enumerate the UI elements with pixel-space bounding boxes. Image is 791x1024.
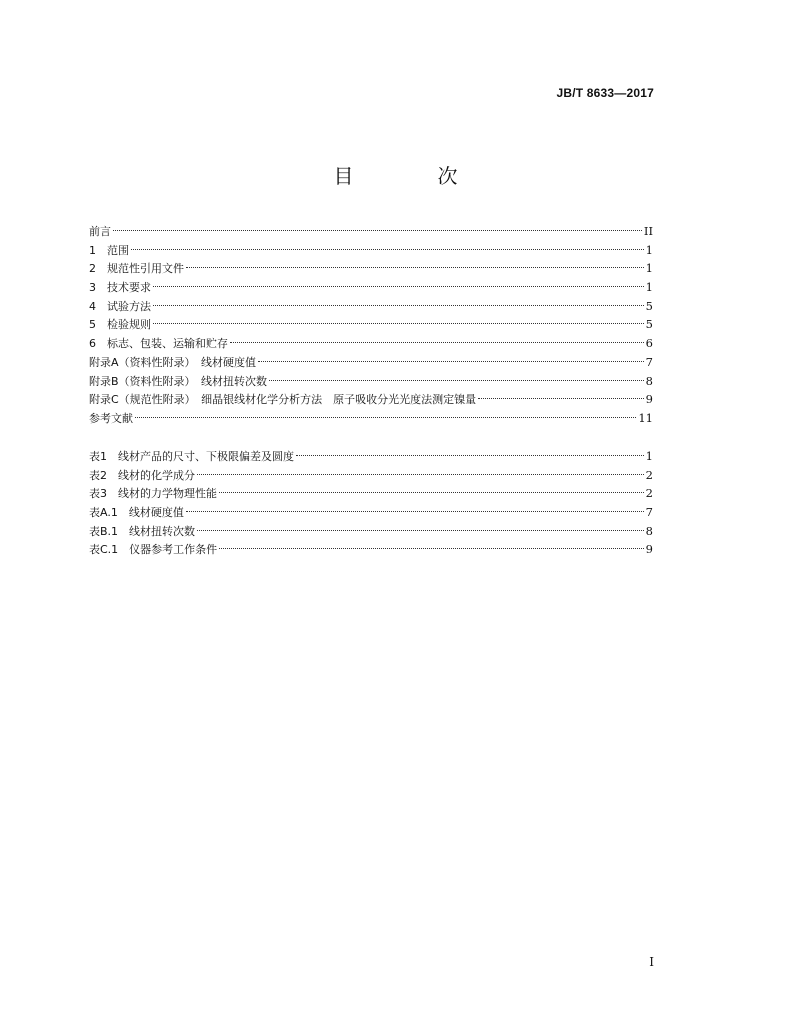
toc-label: 3 技术要求 [89,281,151,295]
table-entry-a1[interactable] [89,503,653,522]
toc-label: 参考文献 [89,411,133,425]
leader-dots [153,286,644,287]
toc-page: 5 [645,317,653,332]
toc-label: 5 检验规则 [89,318,151,332]
toc-entry-marking-packaging[interactable] [89,334,653,353]
leader-dots [219,548,643,549]
leader-dots [186,267,644,268]
toc-entry-foreword[interactable] [89,222,653,241]
toc-entry-annex-c[interactable] [89,390,653,409]
toc-label: 表3 线材的力学物理性能 [89,487,217,501]
table-entry-c1[interactable] [89,540,653,559]
leader-dots [296,455,644,456]
toc-label: 附录A（资料性附录） 线材硬度值 [89,355,257,369]
leader-dots [135,417,636,418]
toc-page: 9 [645,392,653,407]
toc-entry-test-methods[interactable] [89,297,653,316]
toc-entry-inspection-rules[interactable] [89,315,653,334]
table-entry-b1[interactable] [89,522,653,541]
toc-label: 表A.1 线材硬度值 [89,506,184,520]
toc-page: 5 [645,298,653,313]
toc-page: 9 [645,542,653,557]
toc-page: 8 [645,523,653,538]
toc-label: 2 规范性引用文件 [89,262,184,276]
toc-page: 1 [645,280,653,295]
leader-dots [153,305,644,306]
leader-dots [269,380,644,381]
table-entry-3[interactable] [89,484,653,503]
toc-label: 表B.1 线材扭转次数 [89,524,196,538]
leader-dots [230,342,644,343]
toc-page: II [643,224,653,238]
leader-dots [197,474,644,475]
toc-page: 1 [645,261,653,276]
toc-label: 表2 线材的化学成分 [89,468,195,482]
toc-entry-annex-a[interactable] [89,353,653,372]
toc-entry-bibliography[interactable] [89,409,653,428]
toc-label: 前言 [89,225,111,238]
toc-label: 6 标志、包装、运输和贮存 [89,337,228,351]
toc-page: 7 [645,354,653,369]
toc-label: 附录B（资料性附录） 线材扭转次数 [89,374,268,388]
table-entry-2[interactable] [89,466,653,485]
leader-dots [478,398,643,399]
leader-dots [153,323,644,324]
leader-dots [197,530,644,531]
page-title: 目 次 [333,164,490,188]
toc-page: 6 [645,336,653,351]
toc-entry-scope[interactable] [89,241,653,260]
table-entry-1[interactable] [89,447,653,466]
toc-entry-annex-b[interactable] [89,372,653,391]
leader-dots [219,492,644,493]
toc-label: 表C.1 仪器参考工作条件 [89,543,218,557]
toc-entry-technical-requirements[interactable] [89,278,653,297]
toc-page: 1 [645,449,653,463]
standard-code: JB/T 8633—2017 [556,86,654,100]
toc-label: 4 试验方法 [89,299,151,313]
page-number: I [649,955,654,969]
toc-page: 2 [645,486,653,501]
toc-page: 8 [645,373,653,388]
toc-label: 附录C（规范性附录） 细晶银线材化学分析方法 原子吸收分光光度法测定镍量 [89,393,477,407]
leader-dots [113,230,642,231]
toc-page: 11 [638,410,653,425]
toc-entry-normative-references[interactable] [89,259,653,278]
leader-dots [186,511,644,512]
toc-page: 2 [645,467,653,482]
table-of-contents [89,222,653,428]
list-of-tables [89,447,653,559]
toc-label: 1 范围 [89,243,129,257]
leader-dots [131,249,644,250]
toc-label: 表1 线材产品的尺寸、下极限偏差及圆度 [89,450,294,463]
leader-dots [258,361,644,362]
toc-page: 1 [645,242,653,257]
toc-page: 7 [645,505,653,520]
